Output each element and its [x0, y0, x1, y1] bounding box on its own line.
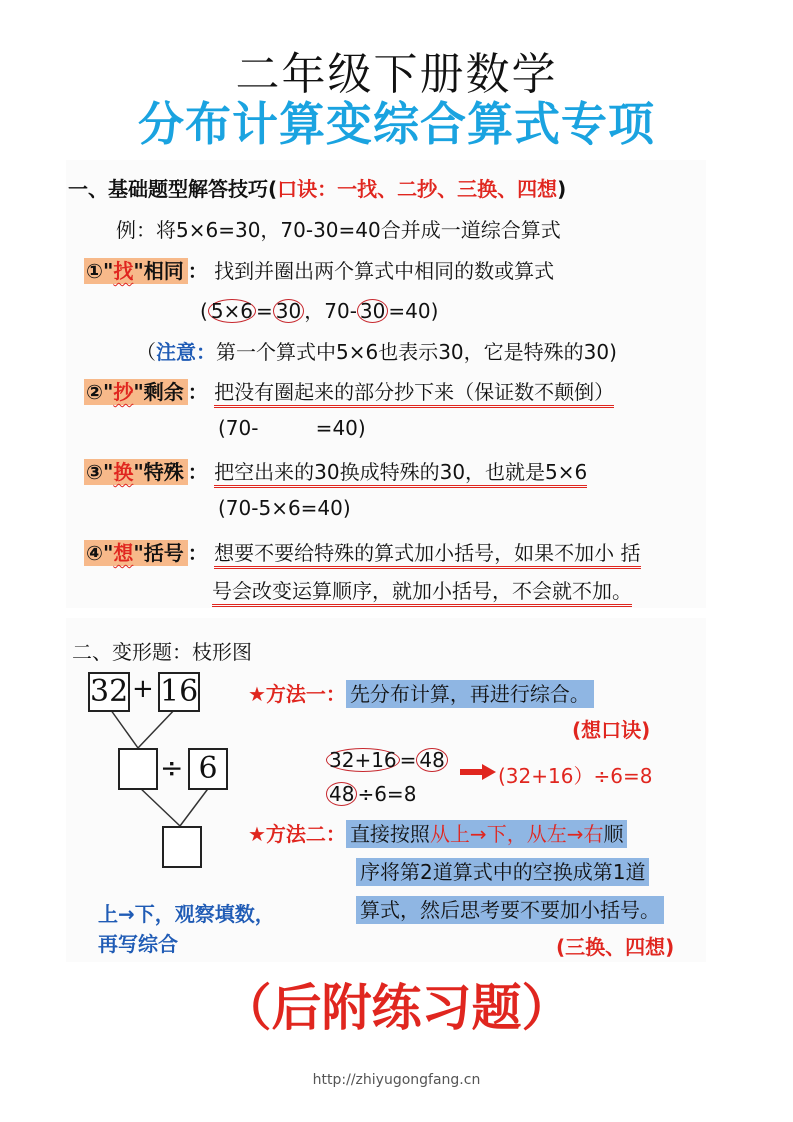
step4-key: 想	[113, 541, 134, 565]
step3-key: 换	[113, 460, 134, 484]
step3-quote-close: "	[133, 460, 144, 484]
step1-expr-end: =40)	[388, 299, 439, 323]
page-subtitle: 分布计算变综合算式专项	[138, 97, 655, 151]
method2-line3: 算式，然后思考要不要加小括号。	[356, 896, 664, 924]
circled-48-result: 48	[416, 748, 447, 772]
page-title: 二年级下册数学	[235, 49, 558, 100]
circled-5x6: 5×6	[208, 299, 256, 323]
circled-32-plus-16: 32+16	[326, 748, 400, 772]
step1-label: 相同	[143, 259, 184, 283]
tree-blank-box-2	[162, 826, 202, 868]
step3-num: ③	[86, 460, 103, 484]
method2-label: ★方法二：	[248, 822, 346, 846]
step1-text: 找到并圈出两个算式中相同的数或算式	[214, 259, 555, 283]
step3-quote-open: "	[102, 460, 114, 484]
section1-heading-suffix: )	[557, 177, 567, 201]
right-arrow-icon	[460, 764, 496, 780]
combined-result: (32+16）÷6=8	[498, 764, 653, 788]
tree-caption-line1: 上→下，观察填数，	[98, 902, 275, 926]
tree-divide-sign: ÷	[160, 751, 184, 784]
note-text: 第一个算式中5×6也表示30，它是特殊的30)	[216, 340, 617, 364]
step4-tag	[84, 540, 188, 566]
step2-key: 抄	[113, 380, 134, 404]
note-label: 注意：	[156, 340, 216, 364]
step2-quote-close: "	[133, 380, 144, 404]
step1-expression	[200, 295, 438, 324]
step1-key: 找	[113, 259, 134, 283]
note-line	[136, 336, 617, 365]
method2-line1-direction: 从上→下，从左→右	[429, 822, 604, 846]
section1-heading-mnemonic: 口诀：一找、二抄、三换、四想	[277, 177, 558, 201]
method2-line1-post: 顺	[603, 822, 624, 846]
tree-caption-line2: 再写综合	[98, 932, 178, 956]
tree-number-32: 32	[88, 672, 130, 712]
step4-text-line1: 想要不要给特殊的算式加小括号，如果不加小 括	[214, 541, 640, 569]
calc-line2	[326, 782, 416, 806]
step2-row	[84, 376, 614, 405]
step4-colon: ：	[187, 541, 208, 565]
step4-quote-close: "	[133, 541, 144, 565]
step1-expr-mid: ，70-	[304, 299, 357, 323]
appendix-label: （后附练习题）	[221, 978, 572, 1037]
step1-quote-open: "	[102, 259, 114, 283]
method2-line3-wrap	[356, 894, 664, 923]
step2-tag	[84, 379, 188, 405]
step4-quote-open: "	[102, 541, 114, 565]
step1-expr-eq: =	[256, 299, 273, 323]
method1-row	[248, 678, 594, 707]
circled-30-first: 30	[273, 299, 304, 323]
step2-text: 把没有圈起来的部分抄下来（保证数不颠倒）	[214, 380, 614, 408]
step3-colon: ：	[187, 460, 208, 484]
tree-blank-box-1	[118, 748, 158, 790]
note-open: （	[136, 340, 156, 364]
calc-eq: =	[399, 748, 417, 772]
step3-text: 把空出来的30换成特殊的30，也就是5×6	[214, 460, 587, 488]
step1-tag	[84, 258, 188, 284]
step2-colon: ：	[187, 380, 208, 404]
step1-quote-close: "	[133, 259, 144, 283]
step3-tag	[84, 459, 188, 485]
step1-row	[84, 255, 554, 284]
footer-url[interactable]: http://zhiyugongfang.cn	[312, 1072, 481, 1088]
method1-label: ★方法一：	[248, 682, 346, 706]
section2-heading: 二、变形题：枝形图	[72, 640, 252, 664]
method1-text: 先分布计算，再进行综合。	[346, 680, 594, 708]
tree-number-6: 6	[188, 748, 228, 790]
method2-note: (三换、四想)	[556, 935, 675, 959]
step3-row	[84, 456, 587, 485]
circled-30-second: 30	[357, 299, 388, 323]
step1-num: ①	[86, 259, 103, 283]
step1-colon: ：	[187, 259, 208, 283]
step4-text-line2: 号会改变运算顺序，就加小括号，不会就不加。	[212, 579, 632, 607]
step4-label: 括号	[143, 541, 184, 565]
method2-line2-wrap	[356, 856, 649, 885]
example-line: 例：将5×6=30，70-30=40合并成一道综合算式	[116, 218, 561, 242]
tree-plus-sign: +	[132, 674, 154, 704]
step3-label: 特殊	[143, 460, 184, 484]
step3-expression: (70-5×6=40)	[218, 496, 351, 520]
calc-line1	[326, 748, 448, 772]
circled-48-operand: 48	[326, 782, 357, 806]
method2-row	[248, 818, 627, 847]
section1-heading-prefix: 一、基础题型解答技巧(	[68, 177, 278, 201]
step4-line2	[212, 575, 632, 604]
section1-heading	[68, 173, 566, 202]
method2-line1-pre: 直接按照	[349, 822, 430, 846]
step1-expr-open: (	[200, 299, 208, 323]
method2-line2: 序将第2道算式中的空换成第1道	[356, 858, 649, 886]
step2-label: 剩余	[143, 380, 184, 404]
step2-expression: (70- =40)	[218, 416, 366, 440]
calc-rest: ÷6=8	[357, 782, 417, 806]
step4-row	[84, 537, 641, 566]
method1-note: (想口诀)	[572, 718, 651, 742]
step2-num: ②	[86, 380, 103, 404]
tree-number-16: 16	[158, 672, 200, 712]
step2-quote-open: "	[102, 380, 114, 404]
step4-num: ④	[86, 541, 103, 565]
